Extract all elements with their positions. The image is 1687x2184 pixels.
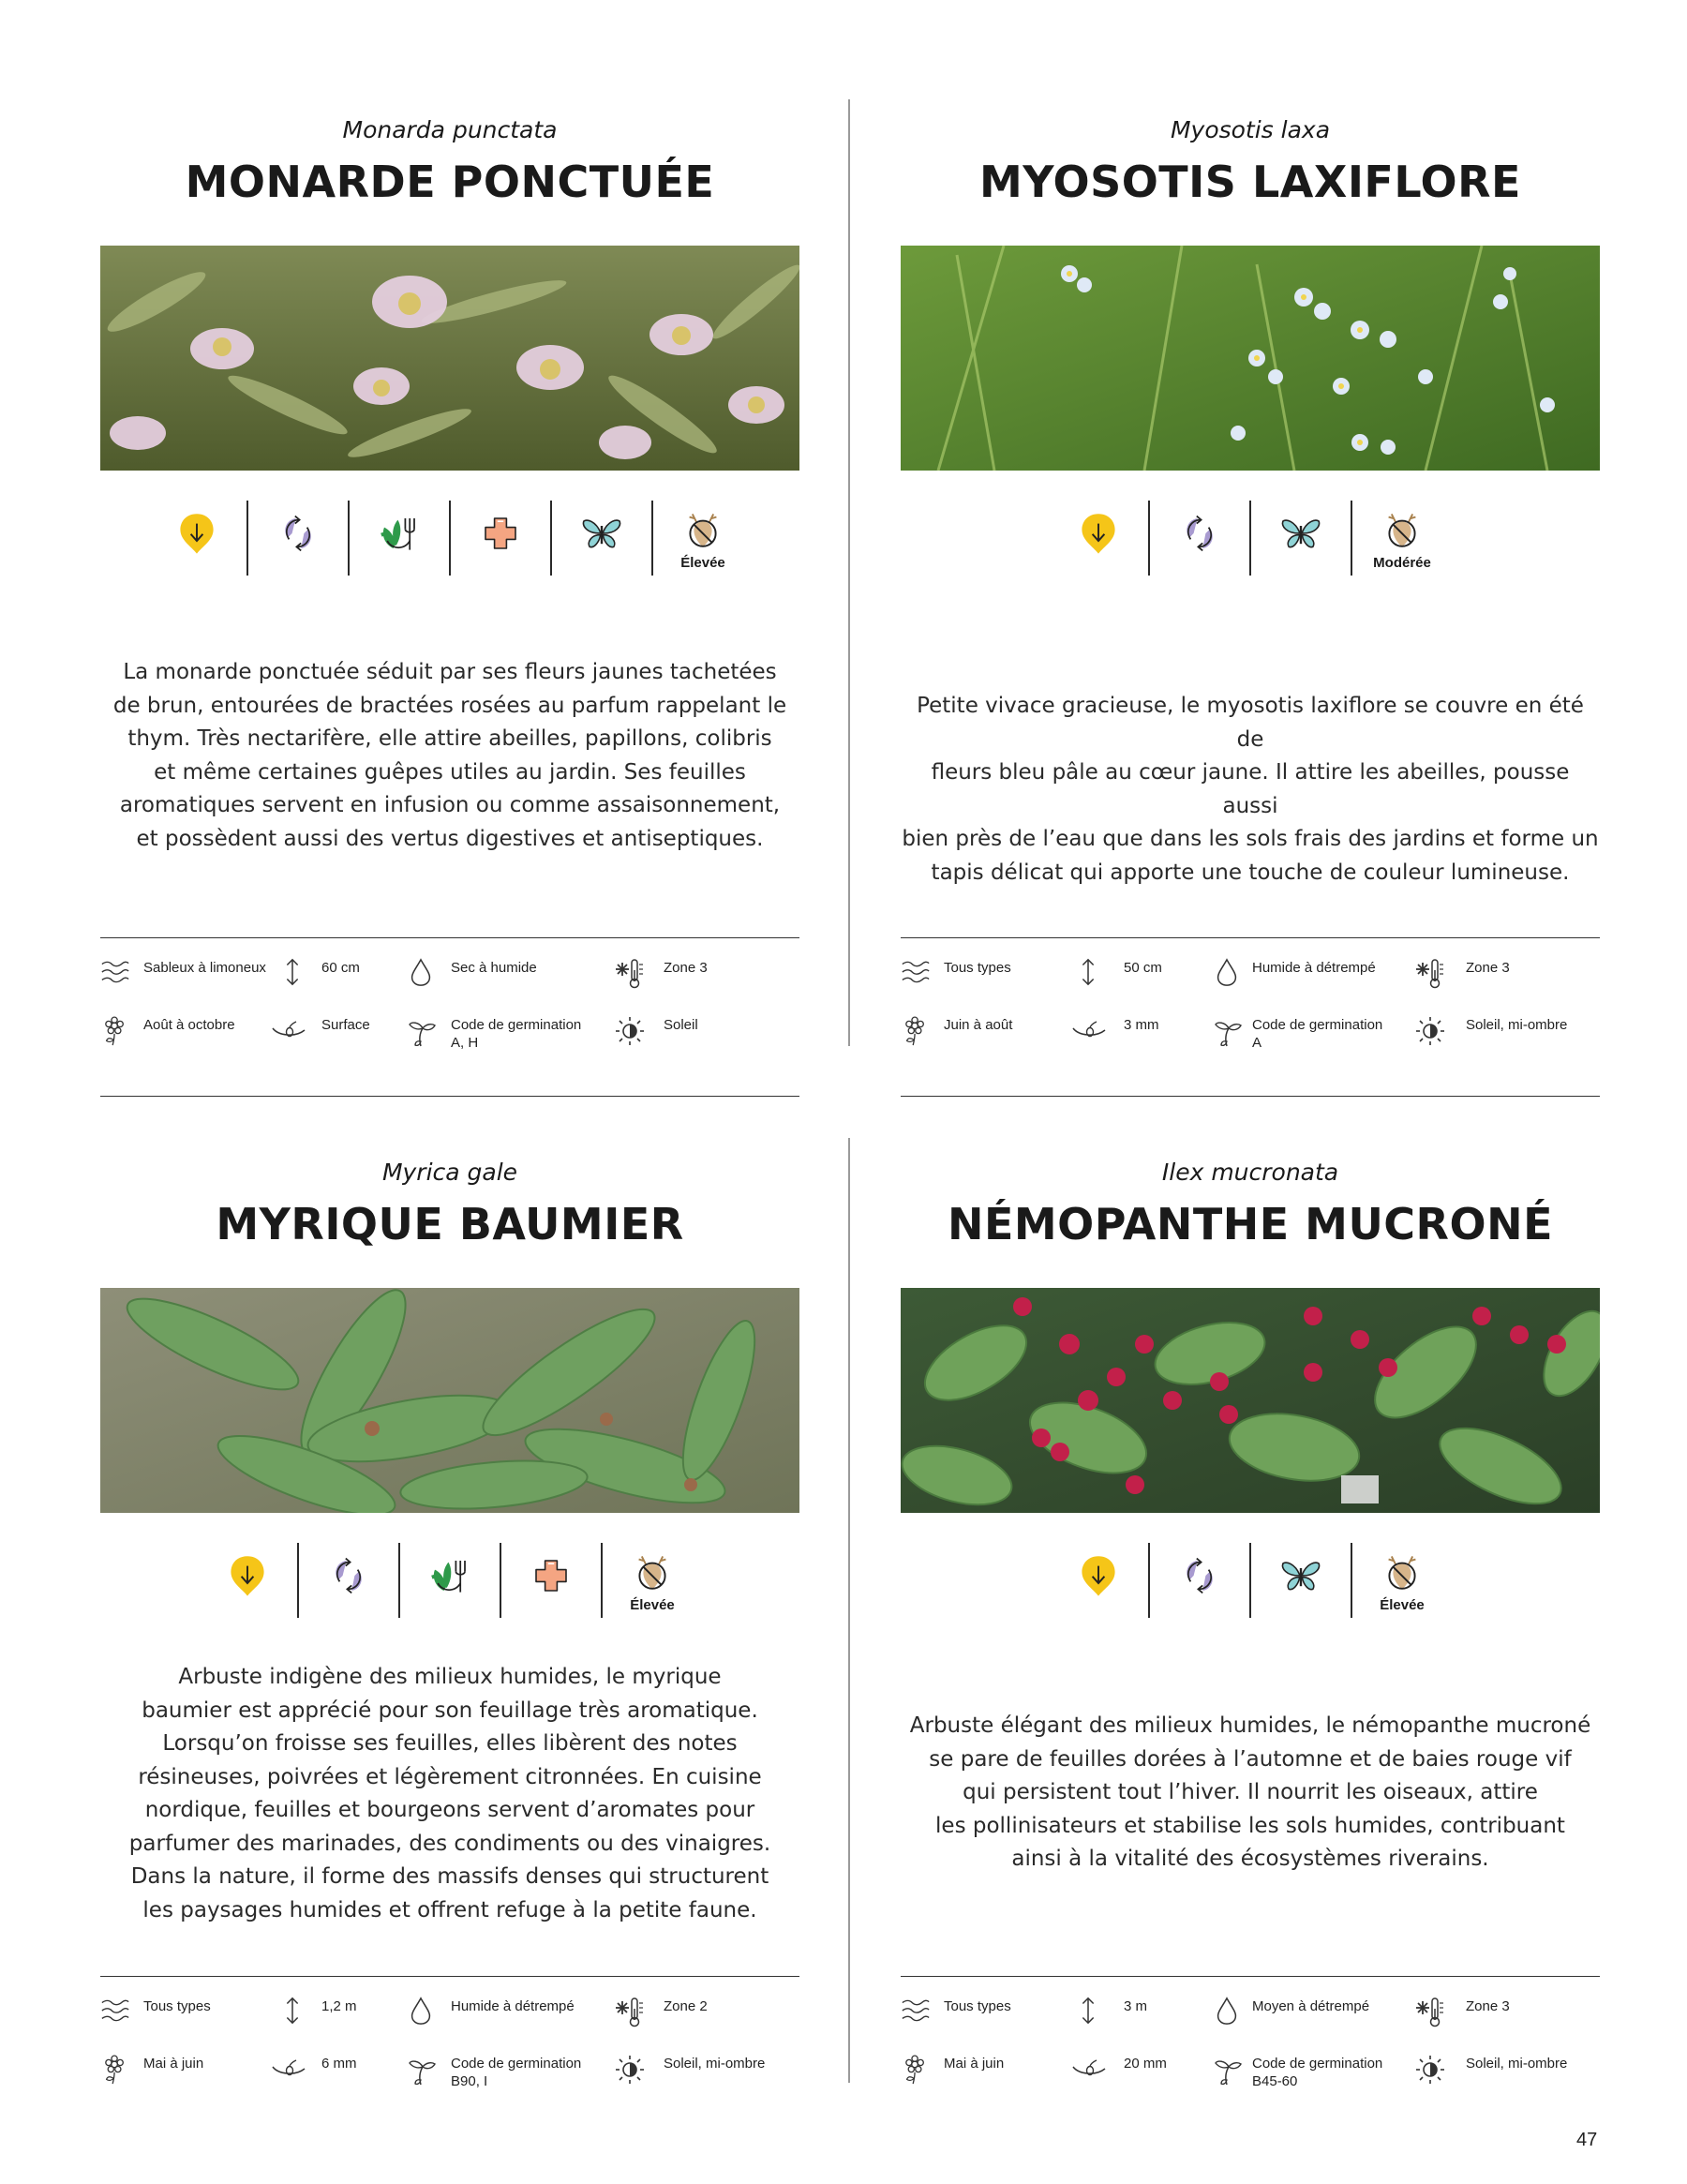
- soil-value: Tous types: [143, 1998, 211, 2014]
- hardiness-zone-icon: [614, 957, 646, 989]
- deer-resistance-icon: [601, 1543, 702, 1618]
- spec-table: [100, 937, 799, 1097]
- description-line: ainsi à la vitalité des écosystèmes riverains.: [1011, 1847, 1489, 1871]
- butterfly-icon: [1249, 1543, 1351, 1618]
- zone-value: Zone 3: [1466, 1998, 1510, 2014]
- description-line: La monarde ponctuée séduit par ses fleurs jaunes tachetées: [123, 660, 777, 684]
- germination-label: Code de germination: [451, 1017, 582, 1033]
- native-pin-icon: [147, 501, 246, 576]
- deer-resistance-label: Élevée: [1380, 1597, 1425, 1613]
- germination-icon: [406, 2054, 438, 2087]
- moisture-value: Sec à humide: [451, 960, 537, 976]
- sowing-depth-value: 20 mm: [1124, 2056, 1167, 2072]
- regeneration-icon: [1148, 1543, 1249, 1618]
- moisture-icon: [406, 1996, 436, 2026]
- description-line: tapis délicat qui apporte une touche de couleur lumineuse.: [931, 860, 1570, 885]
- bloom-icon: [901, 1015, 931, 1047]
- spec-table: [901, 1976, 1600, 2134]
- description: [100, 656, 799, 856]
- plant-card-myosotis: [901, 114, 1600, 1051]
- moisture-value: Humide à détrempé: [1252, 960, 1376, 976]
- description-line: fleurs bleu pâle au cœur jaune. Il attire les abeilles, pousse aussi: [931, 760, 1570, 818]
- edible-icon: [348, 501, 449, 576]
- description-line: parfumer des marinades, des condiments ou des vinaigres.: [128, 1831, 771, 1856]
- germination-code: A: [1252, 1035, 1262, 1051]
- bloom-value: Juin à août: [944, 1017, 1013, 1033]
- common-name: MONARDE PONCTUÉE: [185, 157, 715, 207]
- description-line: se pare de feuilles dorées à l’automne et de baies rouge vif: [929, 1746, 1572, 1772]
- sun-icon: [614, 2054, 646, 2086]
- spec-table: [100, 1976, 799, 2134]
- plant-card-monarde: [100, 114, 799, 1051]
- light-value: Soleil: [664, 1017, 698, 1033]
- sowing-depth-value: 6 mm: [321, 2056, 357, 2072]
- height-icon: [1073, 957, 1103, 987]
- latin-name: Monarda punctata: [342, 116, 558, 143]
- attribute-icons: [100, 501, 799, 576]
- common-name: MYOSOTIS LAXIFLORE: [979, 157, 1521, 207]
- description-line: nordique, feuilles et bourgeons servent d’aromates pour: [144, 1798, 755, 1822]
- latin-name: Myrica gale: [381, 1159, 518, 1186]
- moisture-icon: [406, 957, 436, 987]
- zone-value: Zone 3: [664, 960, 708, 976]
- regeneration-icon: [297, 1543, 398, 1618]
- sun-icon: [614, 1015, 646, 1047]
- zone-value: Zone 2: [664, 1998, 708, 2014]
- description-line: aromatiques servent en infusion ou comme assaisonnement,: [119, 793, 781, 817]
- germination-code: B90, I: [451, 2073, 488, 2089]
- plant-photo: [100, 246, 799, 471]
- description-line: Arbuste indigène des milieux humides, le myrique: [178, 1665, 722, 1689]
- deer-resistance-icon: [1351, 1543, 1452, 1618]
- sowing-depth-icon: [1069, 2056, 1109, 2087]
- moisture-icon: [1212, 1996, 1242, 2026]
- moisture-value: Humide à détrempé: [451, 1998, 575, 2014]
- bloom-icon: [100, 1015, 130, 1047]
- plant-photo: [901, 1288, 1600, 1513]
- height-value: 50 cm: [1124, 960, 1162, 976]
- bloom-value: Mai à juin: [944, 2056, 1005, 2072]
- plant-photo: [901, 246, 1600, 471]
- height-icon: [1073, 1996, 1103, 2026]
- bloom-icon: [100, 2054, 130, 2086]
- moisture-icon: [1212, 957, 1242, 987]
- latin-name: Ilex mucronata: [1161, 1159, 1339, 1186]
- common-name: MYRIQUE BAUMIER: [216, 1199, 684, 1249]
- native-pin-icon: [1049, 501, 1148, 576]
- soil-value: Tous types: [944, 960, 1011, 976]
- description-line: baumier est apprécié pour son feuillage très aromatique.: [142, 1698, 758, 1723]
- deer-resistance-icon: [1351, 501, 1452, 576]
- plant-card-nemopanthe: [901, 1157, 1600, 2089]
- hardiness-zone-icon: [1414, 957, 1446, 989]
- page-number: 47: [1576, 2130, 1598, 2150]
- sowing-depth-value: Surface: [321, 1017, 370, 1033]
- germination-icon: [1212, 2054, 1244, 2087]
- description-line: et même certaines guêpes utiles au jardin. Ses feuilles: [154, 759, 746, 785]
- sowing-depth-value: 3 mm: [1124, 1017, 1159, 1033]
- spec-table: [901, 937, 1600, 1097]
- soil-icon: [901, 1996, 931, 2026]
- description-line: les paysages humides et offrent refuge à la petite faune.: [142, 1897, 757, 1922]
- height-icon: [277, 1996, 307, 2026]
- sowing-depth-icon: [269, 1017, 308, 1049]
- plant-photo: [100, 1288, 799, 1513]
- description: [100, 1661, 799, 1927]
- native-pin-icon: [198, 1543, 297, 1618]
- medicinal-icon: [449, 501, 550, 576]
- height-value: 3 m: [1124, 1998, 1148, 2014]
- deer-resistance-label: Modérée: [1373, 555, 1431, 571]
- germination-label: Code de germination: [1252, 2056, 1383, 2072]
- common-name: NÉMOPANTHE MUCRONÉ: [947, 1199, 1554, 1249]
- description-line: Dans la nature, il forme des massifs denses qui structurent: [130, 1864, 769, 1889]
- light-value: Soleil, mi-ombre: [1466, 2056, 1568, 2072]
- soil-icon: [100, 1996, 130, 2026]
- sun-icon: [1414, 1015, 1446, 1047]
- bloom-icon: [901, 2054, 931, 2086]
- light-value: Soleil, mi-ombre: [664, 2056, 766, 2072]
- description-line: les pollinisateurs et stabilise les sols humides, contribuant: [935, 1813, 1565, 1838]
- latin-name: Myosotis laxa: [1170, 116, 1331, 143]
- zone-value: Zone 3: [1466, 960, 1510, 976]
- soil-icon: [100, 957, 130, 987]
- hardiness-zone-icon: [1414, 1996, 1446, 2027]
- description-line: qui persistent tout l’hiver. Il nourrit les oiseaux, attire: [963, 1780, 1538, 1804]
- bloom-value: Mai à juin: [143, 2056, 204, 2072]
- description-line: et possèdent aussi des vertus digestives et antiseptiques.: [136, 826, 764, 851]
- description-line: Petite vivace gracieuse, le myosotis laxiflore se couvre en été de: [917, 694, 1584, 752]
- height-value: 60 cm: [321, 960, 360, 976]
- moisture-value: Moyen à détrempé: [1252, 1998, 1370, 2014]
- regeneration-icon: [246, 501, 348, 576]
- germination-label: Code de germination: [451, 2056, 582, 2072]
- light-value: Soleil, mi-ombre: [1466, 1017, 1568, 1033]
- deer-resistance-icon: [651, 501, 753, 576]
- germination-icon: [406, 1015, 438, 1049]
- sowing-depth-icon: [1069, 1017, 1109, 1049]
- medicinal-icon: [500, 1543, 601, 1618]
- butterfly-icon: [1249, 501, 1351, 576]
- germination-icon: [1212, 1015, 1244, 1049]
- description: [901, 690, 1600, 890]
- description-line: Arbuste élégant des milieux humides, le némopanthe mucroné: [909, 1713, 1591, 1738]
- deer-resistance-label: Élevée: [680, 555, 725, 571]
- height-value: 1,2 m: [321, 1998, 357, 2014]
- regeneration-icon: [1148, 501, 1249, 576]
- germination-label: Code de germination: [1252, 1017, 1383, 1033]
- plant-card-myrique: [100, 1157, 799, 2089]
- description: [901, 1710, 1600, 1877]
- bloom-value: Août à octobre: [143, 1017, 235, 1033]
- sun-icon: [1414, 2054, 1446, 2086]
- butterfly-icon: [550, 501, 651, 576]
- soil-value: Sableux à limoneux: [143, 960, 266, 976]
- description-line: résineuses, poivrées et légèrement citronnées. En cuisine: [138, 1764, 762, 1789]
- germination-code: A, H: [451, 1035, 479, 1051]
- column-divider-top: [848, 99, 850, 1046]
- description-line: bien près de l’eau que dans les sols frais des jardins et forme un: [902, 827, 1599, 851]
- column-divider-bottom: [848, 1138, 850, 2083]
- height-icon: [277, 957, 307, 987]
- germination-code: B45-60: [1252, 2073, 1298, 2089]
- native-pin-icon: [1049, 1543, 1148, 1618]
- edible-icon: [398, 1543, 500, 1618]
- description-line: thym. Très nectarifère, elle attire abeilles, papillons, colibris: [127, 726, 772, 751]
- attribute-icons: [100, 1543, 799, 1618]
- soil-icon: [901, 957, 931, 987]
- sowing-depth-icon: [269, 2056, 308, 2087]
- deer-resistance-label: Élevée: [630, 1597, 675, 1613]
- attribute-icons: [901, 1543, 1600, 1618]
- description-line: de brun, entourées de bractées rosées au parfum rappelant le: [112, 693, 787, 718]
- attribute-icons: [901, 501, 1600, 576]
- hardiness-zone-icon: [614, 1996, 646, 2027]
- description-line: Lorsqu’on froisse ses feuilles, elles libèrent des notes: [162, 1731, 738, 1756]
- soil-value: Tous types: [944, 1998, 1011, 2014]
